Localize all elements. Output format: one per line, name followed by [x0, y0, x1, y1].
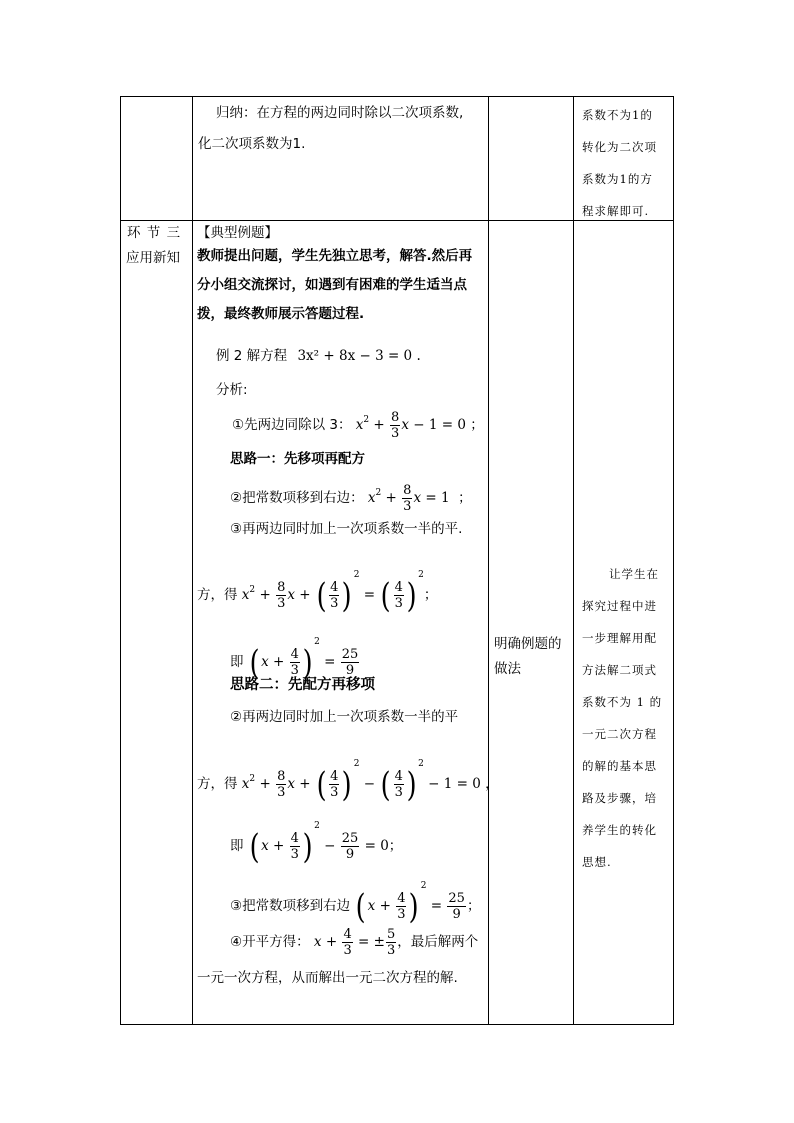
idea2-title: 思路二：先配方再移项	[230, 677, 375, 693]
column-divider-2	[488, 96, 489, 1025]
idea1-step3: ③再两边同时加上一次项系数一半的平.	[230, 521, 463, 537]
intro-line-1: 教师提出问题，学生先独立思考，解答.然后再	[197, 248, 473, 264]
row2-note-5: 系数不为 1 的	[582, 695, 663, 709]
row2-note-9: 养学生的转化	[582, 823, 657, 837]
row2-note-8: 路及步骤，培	[582, 791, 657, 805]
summary-line-1: 归纳：在方程的两边同时除以二次项系数,	[216, 105, 464, 121]
section-label-line-1: 环 节 三	[127, 225, 182, 241]
section-label-line-2: 应用新知	[126, 250, 180, 266]
column-divider-1	[192, 96, 193, 1025]
table-right-border	[673, 96, 674, 1025]
table-top-border	[120, 96, 674, 97]
row2-note-10: 思想.	[582, 855, 612, 869]
idea1-equation: 方，得 $x^2$ + $\frac{8}{3}$ x + ( $\frac{4}{3}$ )$^2$ = ( $\frac{4}{3}$ )$^2$；	[197, 570, 438, 616]
example-statement: 例 2 解方程 3x² + 8x − 3 = 0 .	[216, 348, 421, 364]
idea1-step2: ②把常数项移到右边： $x^2$ + $\frac{8}{3}$ x = 1 ；	[230, 483, 472, 514]
idea1-title: 思路一：先移项再配方	[230, 451, 365, 467]
row2-note-2: 探究过程中进	[582, 599, 657, 613]
example-heading: 【典型例题】	[197, 225, 278, 241]
row2-note-6: 一元二次方程	[582, 727, 657, 741]
idea2-result: 即 ( x + $\frac{4}{3}$ )$^2$ − $\frac{25}{9}$ = 0；	[230, 821, 403, 867]
intro-line-2: 分小组交流探讨，如遇到有困难的学生适当点	[197, 277, 467, 293]
idea2-step3: ③把常数项移到右边 ( x + $\frac{4}{3}$ )$^2$ = $\frac{25}{9}$ ；	[230, 881, 481, 927]
intro-line-3: 拨，最终教师展示答题过程.	[197, 306, 365, 322]
row1-note-3: 系数为1的方	[582, 172, 653, 186]
row2-note-7: 的解的基本思	[582, 759, 657, 773]
step1: ①先两边同除以 3： $x^2$ + $\frac{8}{3}$ x − 1 = 0 ；	[232, 410, 484, 441]
idea2-step4: ④开平方得： x + $\frac{4}{3}$ = ± $\frac{5}{3}$ ，最后解两个	[230, 927, 479, 958]
final-line: 一元一次方程，从而解出一元二次方程的解.	[197, 970, 458, 986]
summary-line-2: 化二次项系数为1.	[198, 136, 306, 152]
row2-note-1: 让学生在	[609, 567, 659, 581]
table-bottom-border	[120, 1024, 674, 1025]
column-divider-3	[573, 96, 574, 1025]
row1-note-4: 程求解即可.	[582, 204, 650, 218]
row2-note-4: 方法解二项式	[582, 663, 657, 677]
table-left-border	[120, 96, 121, 1025]
idea1-result: 即 ( x + $\frac{4}{3}$ )$^2$ = $\frac{25}{9}$	[230, 637, 359, 683]
idea2-step2: ②再两边同时加上一次项系数一半的平	[230, 709, 459, 725]
row1-note-1: 系数不为1的	[582, 108, 653, 122]
row1-note-2: 转化为二次项	[582, 140, 657, 154]
purpose-line-2: 做法	[494, 661, 521, 677]
analysis-label: 分析:	[216, 382, 248, 398]
idea2-equation: 方，得 $x^2$ + $\frac{8}{3}$ x + ( $\frac{4}{3}$ )$^2$ − ( $\frac{4}{3}$ )$^2$ − 1 = 0 ，	[197, 759, 499, 805]
row2-note-3: 一步理解用配	[582, 631, 657, 645]
purpose-line-1: 明确例题的	[494, 636, 562, 652]
